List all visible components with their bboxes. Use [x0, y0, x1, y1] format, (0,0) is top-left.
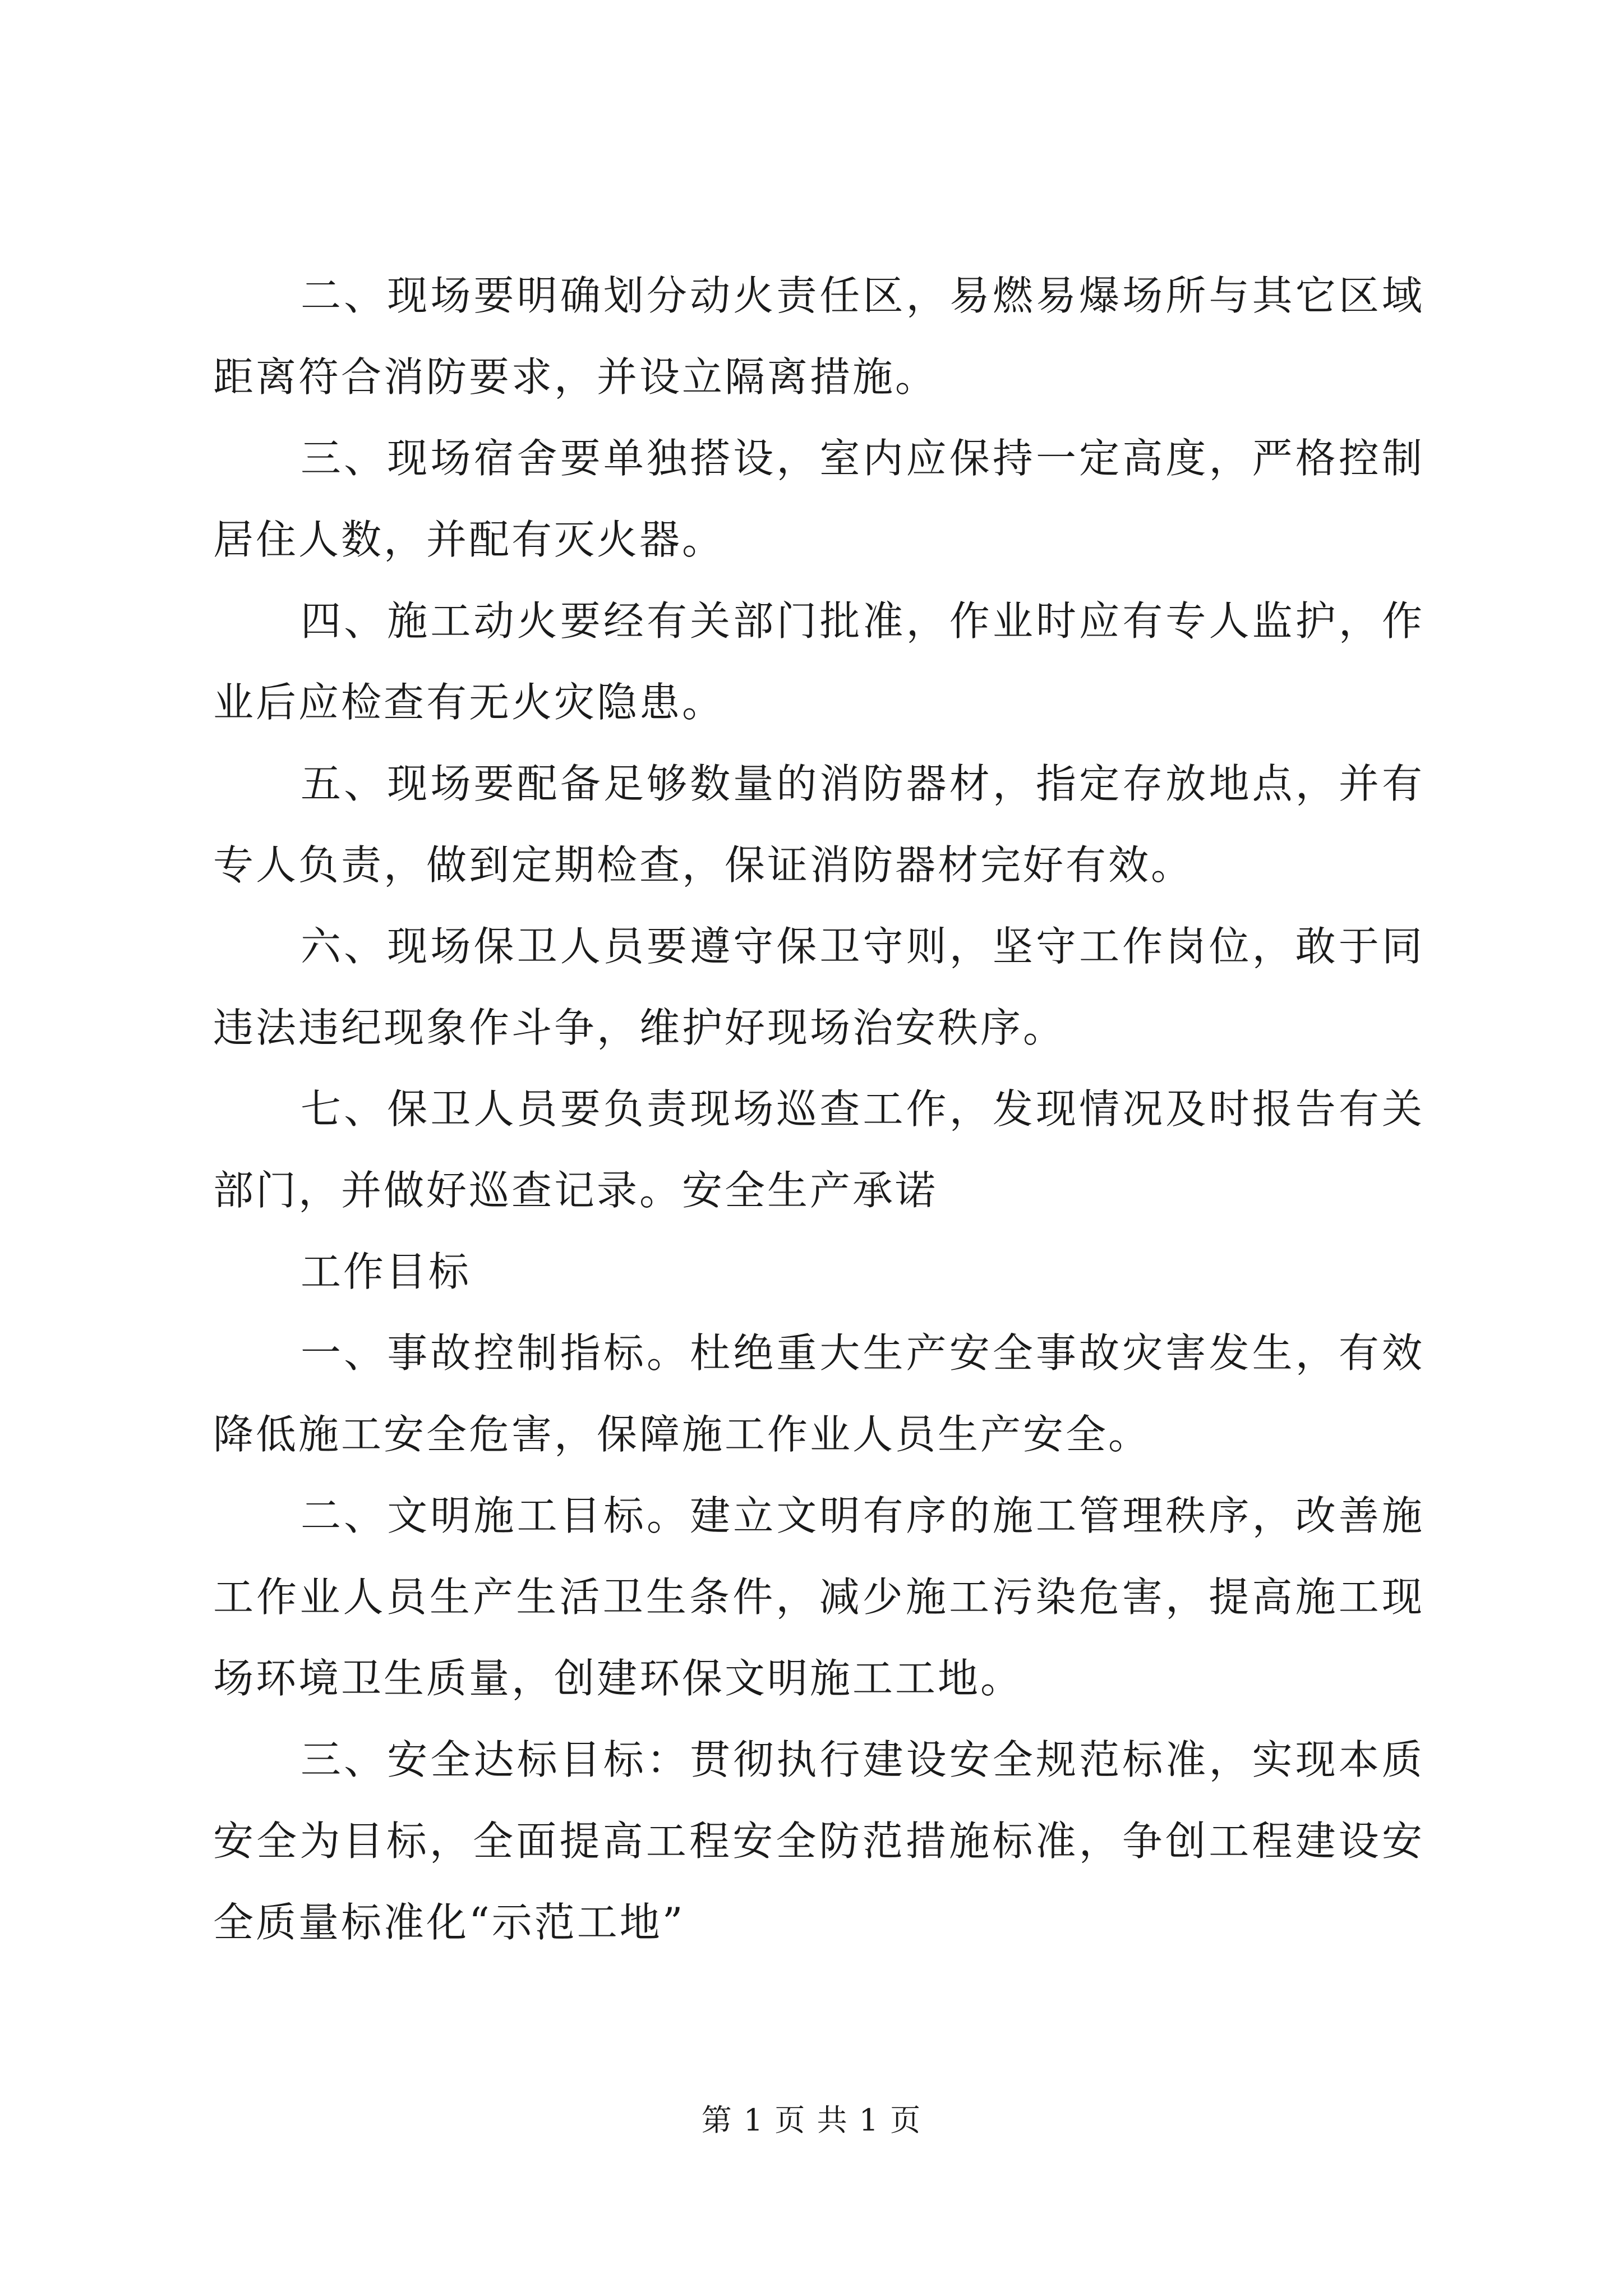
section-heading-work-goals: 工作目标	[301, 1248, 472, 1295]
paragraph-security-staff: 六、现场保卫人员要遵守保卫守则，坚守工作岗位，敢于同违法违纪现象作斗争，维护好现场治安秩序。	[213, 923, 1424, 1051]
document-body	[213, 255, 1424, 1963]
paragraph-patrol: 七、保卫人员要负责现场巡查工作，发现情况及时报告有关部门，并做好巡查记录。安全生产承诺	[213, 1085, 1424, 1214]
paragraph-dormitory: 三、现场宿舍要单独搭设，室内应保持一定高度，严格控制居住人数，并配有灭火器。	[213, 435, 1424, 563]
page-footer: 第 1 页 共 1 页	[701, 2102, 922, 2138]
paragraph-fire-zones: 二、现场要明确划分动火责任区，易燃易爆场所与其它区域距离符合消防要求，并设立隔离措施。	[213, 272, 1424, 401]
paragraph-accident-control: 一、事故控制指标。杜绝重大生产安全事故灾害发生，有效降低施工安全危害，保障施工作业人员生产安全。	[213, 1329, 1424, 1458]
paragraph-fire-equipment: 五、现场要配备足够数量的消防器材，指定存放地点，并有专人负责，做到定期检查，保证消防器材完好有效。	[213, 760, 1424, 889]
paragraph-safety-standard: 三、安全达标目标：贯彻执行建设安全规范标准，实现本质安全为目标，全面提高工程安全防范措施标准，争创工程建设安全质量标准化“示范工地”	[213, 1736, 1424, 1946]
paragraph-hot-work-approval: 四、施工动火要经有关部门批准，作业时应有专人监护，作业后应检查有无火灾隐患。	[213, 597, 1424, 726]
paragraph-civilized-construction: 二、文明施工目标。建立文明有序的施工管理秩序，改善施工作业人员生产生活卫生条件，减少施工污染危害，提高施工现场环境卫生质量，创建环保文明施工工地。	[213, 1492, 1424, 1702]
